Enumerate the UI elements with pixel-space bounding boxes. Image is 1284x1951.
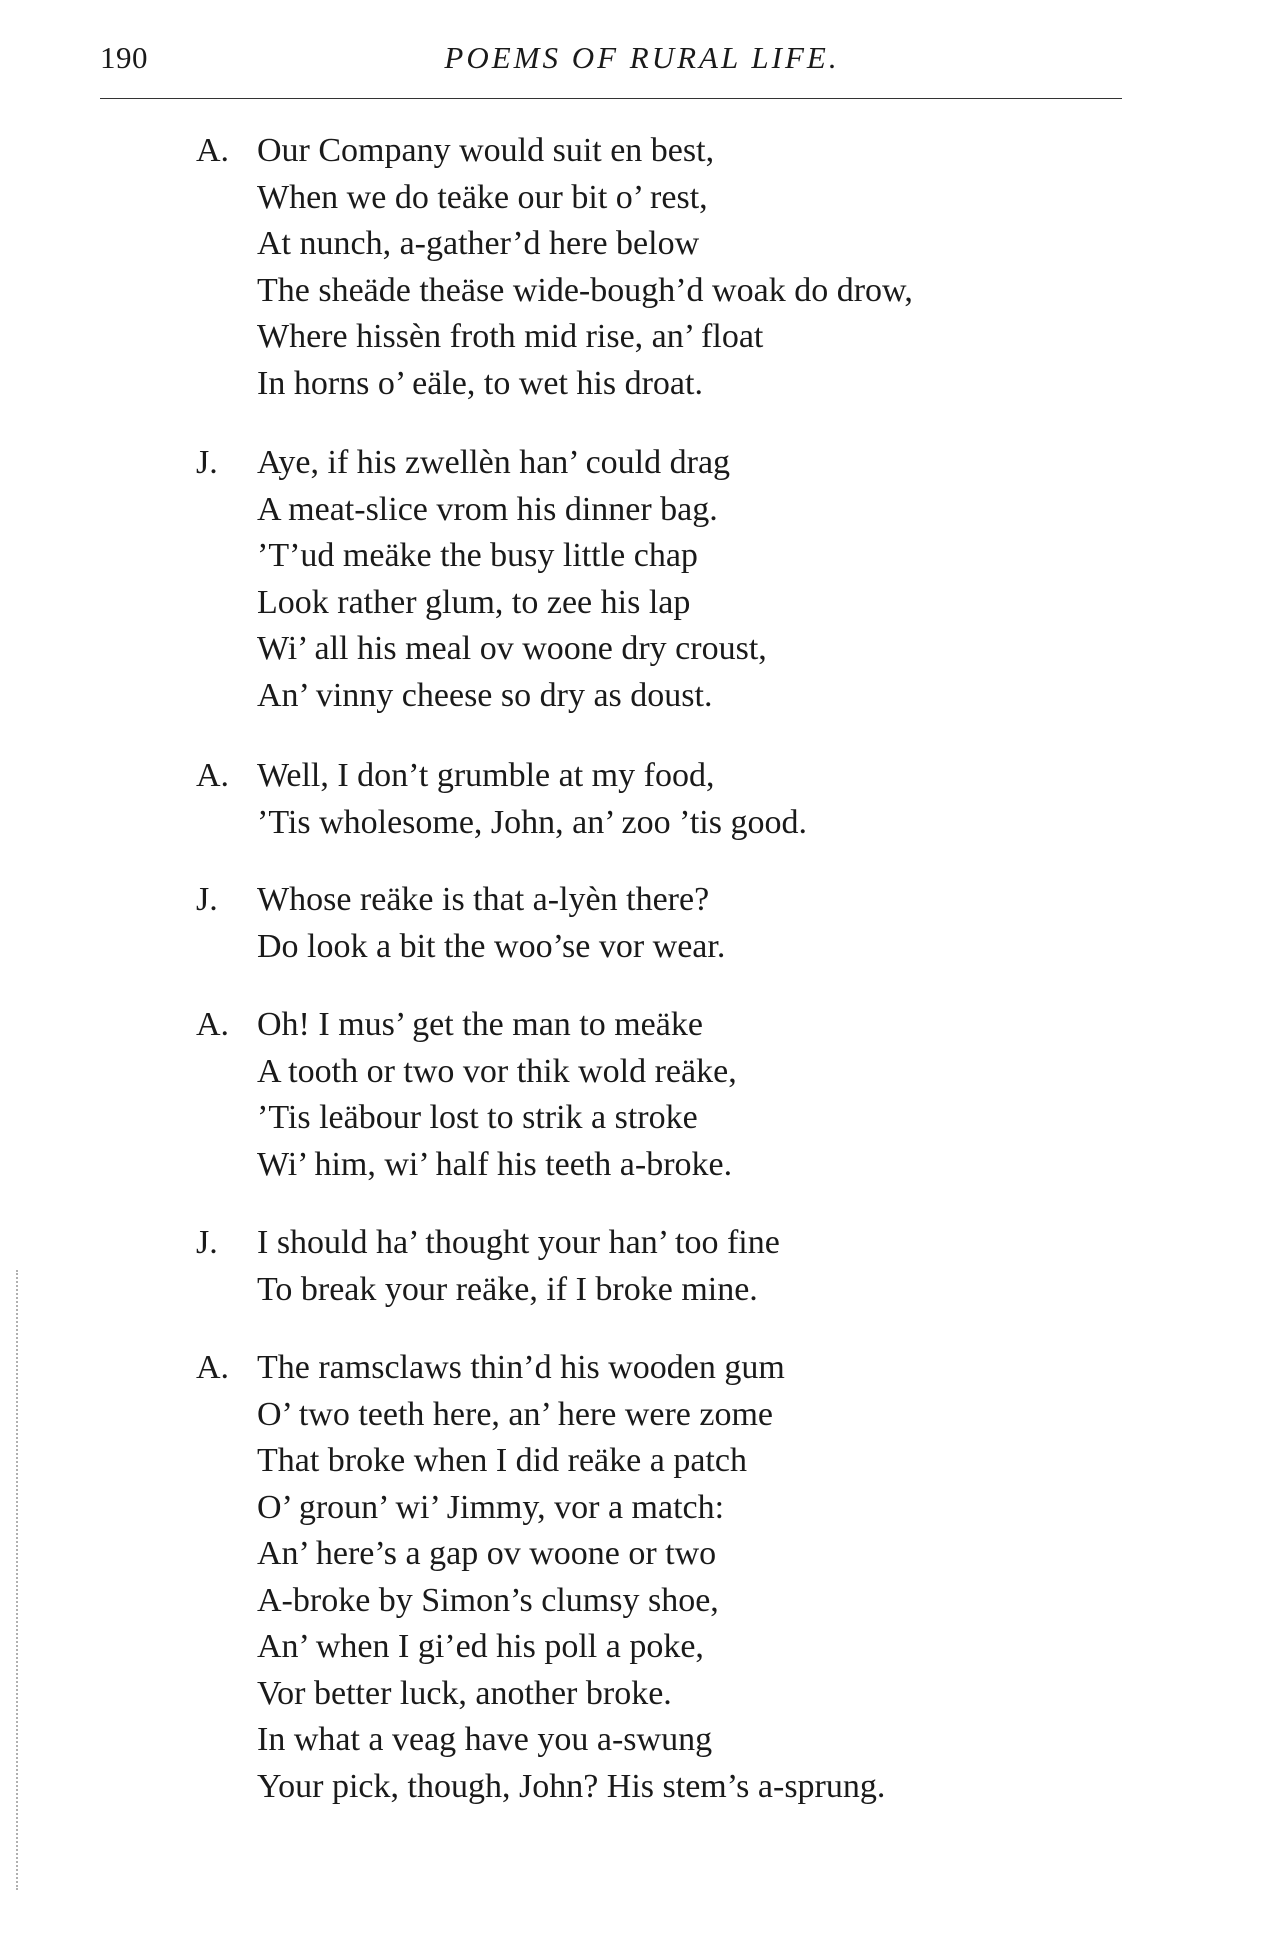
verse-line: Oh! I mus’ get the man to meäke: [257, 1006, 703, 1043]
verse-line: At nunch, a-gather’d here below: [257, 225, 700, 262]
verse-line: I should ha’ thought your han’ too fine: [257, 1224, 780, 1261]
verse-line: Your pick, though, John? His stem’s a-sprung.: [257, 1767, 886, 1805]
stanza-lines: [257, 128, 1157, 407]
margin-scan-artifact: [16, 1270, 20, 1890]
verse-line: Wi’ him, wi’ half his teeth a-broke.: [257, 1145, 733, 1183]
verse-line: Aye, if his zwellèn han’ could drag: [257, 444, 731, 481]
verse-line: Look rather glum, to zee his lap: [257, 583, 691, 621]
page-number: 190: [100, 40, 148, 75]
stanza-lines: [257, 440, 1157, 719]
verse-line: An’ vinny cheese so dry as doust.: [257, 676, 713, 714]
verse-line: An’ when I gi’ed his poll a poke,: [257, 1628, 704, 1665]
stanza-lines: [257, 1002, 1157, 1188]
speaker-label: J.: [196, 444, 218, 481]
speaker-label: J.: [196, 881, 218, 918]
verse-line: Whose reäke is that a-lyèn there?: [257, 881, 710, 918]
verse-line: In horns o’ eäle, to wet his droat.: [257, 364, 703, 402]
verse-line: Where hissèn froth mid rise, an’ float: [257, 318, 764, 355]
verse-line: A meat-slice vrom his dinner bag.: [257, 490, 718, 528]
verse-line: Our Company would suit en best,: [257, 132, 715, 169]
speaker-label: J.: [196, 1224, 218, 1261]
verse-line: Wi’ all his meal ov woone dry croust,: [257, 630, 767, 667]
verse-line: O’ two teeth here, an’ here were zome: [257, 1395, 774, 1433]
stanza-lines: [257, 753, 1157, 846]
stanza-lines: [257, 1220, 1157, 1313]
verse-line: That broke when I did reäke a patch: [257, 1442, 747, 1479]
verse-line: The ramsclaws thin’d his wooden gum: [257, 1349, 785, 1386]
verse-line: ’Tis leäbour lost to strik a stroke: [257, 1099, 698, 1136]
verse-line: The sheäde theäse wide-bough’d woak do drow,: [257, 271, 913, 309]
verse-line: ’Tis wholesome, John, an’ zoo ’tis good.: [257, 803, 807, 841]
verse-line: In what a veag have you a-swung: [257, 1721, 713, 1758]
verse-line: An’ here’s a gap ov woone or two: [257, 1535, 717, 1572]
verse-line: O’ groun’ wi’ Jimmy, vor a match:: [257, 1488, 725, 1526]
verse-line: Do look a bit the woo’se vor wear.: [257, 927, 726, 965]
verse-line: A-broke by Simon’s clumsy shoe,: [257, 1581, 719, 1619]
verse-line: ’T’ud meäke the busy little chap: [257, 537, 698, 574]
verse-line: To break your reäke, if I broke mine.: [257, 1270, 758, 1308]
stanza-lines: [257, 877, 1157, 970]
speaker-label: A.: [196, 757, 230, 794]
verse-line: Vor better luck, another broke.: [257, 1674, 672, 1712]
verse-line: When we do teäke our bit o’ rest,: [257, 178, 708, 216]
verse-line: Well, I don’t grumble at my food,: [257, 757, 715, 794]
verse-line: A tooth or two vor thik wold reäke,: [257, 1052, 737, 1090]
header-rule: [100, 98, 1122, 99]
speaker-label: A.: [196, 1349, 230, 1386]
speaker-label: A.: [196, 132, 230, 169]
running-title: POEMS OF RURAL LIFE.: [444, 40, 840, 75]
speaker-label: A.: [196, 1006, 230, 1043]
stanza-lines: [257, 1345, 1157, 1810]
